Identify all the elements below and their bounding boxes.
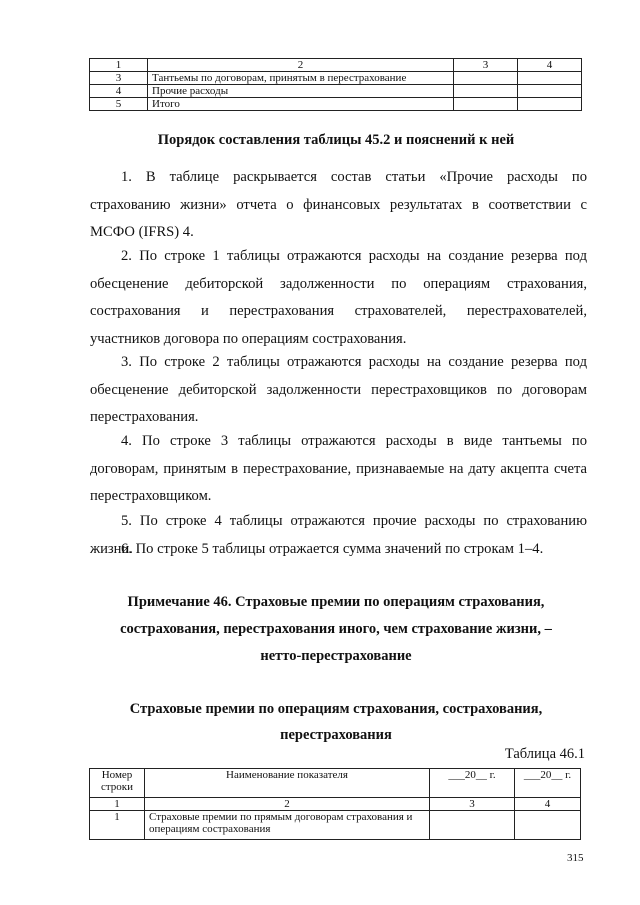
empty-cell xyxy=(430,811,515,840)
column-header-year-1: ___20__ г. xyxy=(430,769,515,798)
table-cell: 1 xyxy=(90,59,148,72)
row-number: 3 xyxy=(90,72,148,85)
table-cell: 4 xyxy=(515,798,581,811)
note-heading-line-1: Примечание 46. Страховые премии по операциям страхования, xyxy=(127,594,545,610)
table-row xyxy=(90,98,582,111)
table-title-line-1: Страховые премии по операциям страхования, сострахования, xyxy=(129,701,543,717)
prev-table xyxy=(89,58,582,111)
paragraph-5: 5. По строке 4 таблицы отражаются прочие расходы по страхованию жизни. xyxy=(90,513,587,557)
column-header-name: Наименование показателя xyxy=(145,769,430,798)
column-header-number: Номер строки xyxy=(90,769,145,798)
row-name: Итого xyxy=(148,98,454,111)
column-header-year-2: ___20__ г. xyxy=(515,769,581,798)
row-number: 4 xyxy=(90,85,148,98)
row-name: Тантьемы по договорам, принятым в перестрахование xyxy=(148,72,454,85)
table-row xyxy=(90,72,582,85)
empty-cell xyxy=(454,85,518,98)
paragraph-2: 2. По строке 1 таблицы отражаются расходы на создание резерва под обесценение дебиторской задолженности по операциям страхования, сострахования и перестрахования страхователей, перестрахователей, участников договора по операциям сострахования. xyxy=(90,248,587,347)
table-title-line-2: перестрахования xyxy=(280,727,392,743)
table-row xyxy=(90,85,582,98)
table-header-row xyxy=(90,769,581,798)
section-heading: Порядок составления таблицы 45.2 и пояснений к ней xyxy=(157,132,515,148)
empty-cell xyxy=(518,98,582,111)
table-cell: 4 xyxy=(518,59,582,72)
table-header-row xyxy=(90,59,582,72)
paragraph-3: 3. По строке 2 таблицы отражаются расходы на создание резерва под обесценение дебиторской задолженности перестраховщиков по договорам перестрахования. xyxy=(90,354,587,425)
row-name: Страховые премии по прямым договорам страхования и операциям сострахования xyxy=(145,811,430,840)
page-number: 315 xyxy=(567,852,584,864)
empty-cell xyxy=(454,72,518,85)
row-number: 1 xyxy=(90,811,145,840)
paragraph-1: 1. В таблице раскрывается состав статьи «Прочие расходы по страхованию жизни» отчета о финансовых результатах в соответствии с МСФО (IFRS) 4. xyxy=(90,169,587,240)
note-heading-line-3: нетто-перестрахование xyxy=(260,648,412,664)
note-heading-line-2: сострахования, перестрахования иного, чем страхование жизни, – xyxy=(120,621,552,637)
table-label: Таблица 46.1 xyxy=(504,746,585,762)
table-cell: 3 xyxy=(454,59,518,72)
row-number: 5 xyxy=(90,98,148,111)
table-cell: 3 xyxy=(430,798,515,811)
empty-cell xyxy=(454,98,518,111)
empty-cell xyxy=(518,72,582,85)
table-cell: 2 xyxy=(148,59,454,72)
table-46-1 xyxy=(89,768,581,840)
table-index-row xyxy=(90,798,581,811)
table-cell: 2 xyxy=(145,798,430,811)
row-name: Прочие расходы xyxy=(148,85,454,98)
paragraph-4: 4. По строке 3 таблицы отражаются расходы в виде тантьемы по договорам, принятым в перестрахование, признаваемые на дату акцепта счета перестраховщиком. xyxy=(90,433,587,504)
empty-cell xyxy=(518,85,582,98)
table-cell: 1 xyxy=(90,798,145,811)
empty-cell xyxy=(515,811,581,840)
paragraph-6: 6. По строке 5 таблицы отражается сумма значений по строкам 1–4. xyxy=(121,541,544,557)
table-row xyxy=(90,811,581,840)
